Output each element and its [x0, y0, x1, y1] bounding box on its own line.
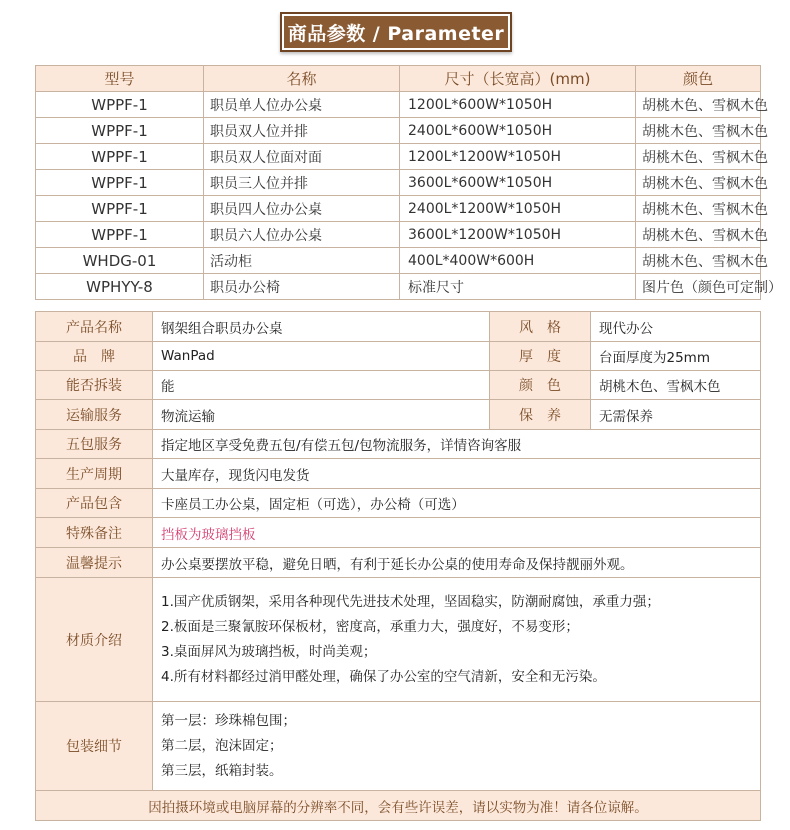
model-cell: WPHYY-8: [36, 274, 204, 300]
model-cell: WPPF-1: [36, 222, 204, 248]
service-label: 五包服务: [36, 430, 153, 459]
disclaimer-text: 因拍摄环境或电脑屏幕的分辨率不同，会有些许误差，请以实物为准！请各位谅解。: [36, 791, 761, 821]
color-cell: 胡桃木色、雪枫木色: [636, 118, 761, 144]
model-cell: WHDG-01: [36, 248, 204, 274]
material-value: [153, 578, 761, 702]
size-cell: 3600L*600W*1050H: [400, 170, 636, 196]
name-cell: 活动柜: [204, 248, 400, 274]
table-row: [36, 92, 761, 118]
note-label: 特殊备注: [36, 518, 153, 548]
model-cell: WPPF-1: [36, 170, 204, 196]
size-cell: 2400L*1200W*1050H: [400, 196, 636, 222]
size-cell: 标准尺寸: [400, 274, 636, 300]
shipping-label: 运输服务: [36, 400, 153, 430]
color-cell: 胡桃木色、雪枫木色: [636, 248, 761, 274]
packing-line: 第一层：珍珠棉包围；: [161, 712, 296, 729]
table-row: [36, 274, 761, 300]
parameter-title-banner: [280, 12, 512, 52]
model-cell: WPPF-1: [36, 196, 204, 222]
color-cell: 胡桃木色、雪枫木色: [636, 196, 761, 222]
size-cell: 1200L*1200W*1050H: [400, 144, 636, 170]
material-label: 材质介绍: [36, 578, 153, 702]
product-info-table: [35, 311, 761, 821]
info-row-packing: [36, 702, 761, 791]
column-header-size: 尺寸（长宽高）(mm): [400, 66, 636, 92]
column-header-name: 名称: [204, 66, 400, 92]
info-row-shipping: [36, 400, 761, 430]
info-row-service: [36, 430, 761, 459]
material-line: 3.桌面屏风为玻璃挡板，时尚美观；: [161, 643, 377, 660]
color-cell: 图片色（颜色可定制）: [636, 274, 761, 300]
color-cell: 胡桃木色、雪枫木色: [636, 92, 761, 118]
material-line: 2.板面是三聚氰胺环保板材，密度高，承重力大，强度好，不易变形；: [161, 618, 579, 635]
packing-line: 第二层，泡沫固定；: [161, 737, 283, 754]
color-value: 胡桃木色、雪枫木色: [591, 371, 761, 400]
product-name-label: 产品名称: [36, 312, 153, 342]
name-cell: 职员双人位面对面: [204, 144, 400, 170]
info-row-material: [36, 578, 761, 702]
style-label: 风 格: [490, 312, 591, 342]
column-header-model: 型号: [36, 66, 204, 92]
info-row-removable: [36, 371, 761, 400]
color-cell: 胡桃木色、雪枫木色: [636, 222, 761, 248]
model-cell: WPPF-1: [36, 118, 204, 144]
maintenance-label: 保 养: [490, 400, 591, 430]
table-row: [36, 170, 761, 196]
color-cell: 胡桃木色、雪枫木色: [636, 170, 761, 196]
table-row: [36, 196, 761, 222]
size-cell: 3600L*1200W*1050H: [400, 222, 636, 248]
info-row-includes: [36, 489, 761, 518]
info-row-brand: [36, 342, 761, 371]
brand-label: 品 牌: [36, 342, 153, 371]
size-cell: 400L*400W*600H: [400, 248, 636, 274]
parameter-title: 商品参数 / Parameter: [287, 22, 505, 45]
info-row-cycle: [36, 459, 761, 489]
shipping-value: 物流运输: [153, 400, 490, 430]
column-header-color: 颜色: [636, 66, 761, 92]
table-row: [36, 222, 761, 248]
includes-value: 卡座员工办公桌，固定柜（可选），办公椅（可选）: [153, 489, 761, 518]
color-cell: 胡桃木色、雪枫木色: [636, 144, 761, 170]
note-value: 挡板为玻璃挡板: [153, 518, 761, 548]
parameter-table: [35, 65, 782, 300]
info-row-product-name: [36, 312, 761, 342]
includes-label: 产品包含: [36, 489, 153, 518]
material-line: 1.国产优质钢架，采用各种现代先进技术处理，坚固稳实，防潮耐腐蚀，承重力强；: [161, 593, 660, 610]
model-cell: WPPF-1: [36, 144, 204, 170]
thickness-value: 台面厚度为25mm: [591, 342, 761, 371]
removable-label: 能否拆装: [36, 371, 153, 400]
name-cell: 职员四人位办公桌: [204, 196, 400, 222]
cycle-value: 大量库存，现货闪电发货: [153, 459, 761, 489]
tip-label: 温馨提示: [36, 548, 153, 578]
table-row: [36, 248, 761, 274]
color-label: 颜 色: [490, 371, 591, 400]
style-value: 现代办公: [591, 312, 761, 342]
parameter-table-header: [36, 66, 761, 92]
name-cell: 职员双人位并排: [204, 118, 400, 144]
material-line: 4.所有材料都经过消甲醛处理，确保了办公室的空气清新，安全和无污染。: [161, 668, 606, 685]
table-row: [36, 144, 761, 170]
info-row-footer: [36, 791, 761, 821]
info-row-note: [36, 518, 761, 548]
name-cell: 职员三人位并排: [204, 170, 400, 196]
size-cell: 1200L*600W*1050H: [400, 92, 636, 118]
product-name-value: 钢架组合职员办公桌: [153, 312, 490, 342]
brand-value: WanPad: [153, 342, 490, 371]
info-row-tip: [36, 548, 761, 578]
service-value: 指定地区享受免费五包/有偿五包/包物流服务，详情咨询客服: [153, 430, 761, 459]
packing-line: 第三层，纸箱封装。: [161, 762, 283, 779]
size-cell: 2400L*600W*1050H: [400, 118, 636, 144]
thickness-label: 厚 度: [490, 342, 591, 371]
table-row: [36, 118, 761, 144]
packing-value: [153, 702, 761, 791]
name-cell: 职员六人位办公桌: [204, 222, 400, 248]
model-cell: WPPF-1: [36, 92, 204, 118]
name-cell: 职员单人位办公桌: [204, 92, 400, 118]
maintenance-value: 无需保养: [591, 400, 761, 430]
cycle-label: 生产周期: [36, 459, 153, 489]
removable-value: 能: [153, 371, 490, 400]
name-cell: 职员办公椅: [204, 274, 400, 300]
packing-label: 包装细节: [36, 702, 153, 791]
tip-value: 办公桌要摆放平稳，避免日晒，有利于延长办公桌的使用寿命及保持靓丽外观。: [153, 548, 761, 578]
